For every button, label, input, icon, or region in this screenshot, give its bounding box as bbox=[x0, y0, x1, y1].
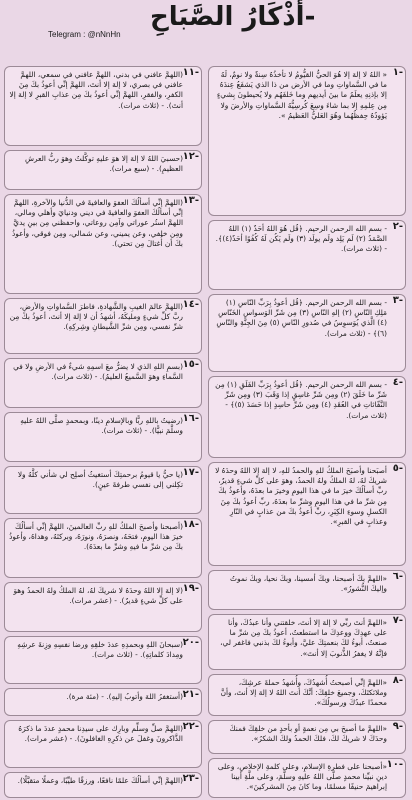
dhikr-card bbox=[208, 570, 406, 610]
dhikr-card bbox=[208, 720, 406, 754]
dhikr-card bbox=[4, 466, 202, 514]
dhikr-text: (بسمِ اللهِ الذي لا يضرُّ معَ اسمِهِ شيءٌ في الأرضِ ولا في السَّماءِ وهوَ السَّميعُ العليمُ). - (ثلاث مرات). bbox=[13, 362, 183, 382]
dhikr-number: ٣- bbox=[392, 295, 403, 306]
dhikr-text: (اللهمَّ عالمَ الغيبِ والشَّهادةِ، فاطرَ السَّماواتِ والأرضِ، ربَّ كلِّ شيءٍ ومليكَهُ، أشهدُ أن لا إلهَ إلا أنتَ، أعوذُ بكَ مِن شرِّ نفسي، ومِن شرِّ الشَّيطانِ وشِركِهِ). bbox=[9, 302, 183, 332]
dhikr-card bbox=[208, 614, 406, 670]
dhikr-number: ١٣- bbox=[182, 195, 199, 206]
dhikr-card bbox=[4, 582, 202, 632]
page-title: -أَذْكَارُ الصَّبَاحِ bbox=[150, 2, 316, 32]
dhikr-text: (اللهمَّ عافني في بدني، اللهمَّ عافني في سمعي، اللهمَّ عافني في بصري، لا إلهَ إلا أنتَ، اللهمَّ إنِّي أعوذُ بكَ مِنَ الكفرِ، والفقرِ، اللهمَّ إنِّي أعوذُ بكَ مِن عذابِ القبرِ لا إلهَ إلا أنتَ). - (ثلاث مرات). bbox=[9, 70, 183, 110]
dhikr-text: (لا إلهَ إلا اللهُ وحدَهُ لا شريكَ لهُ، لهُ الملكُ ولهُ الحمدُ وهوَ على كلِّ شيءٍ قديرٌ). - (عشر مرات). bbox=[13, 586, 183, 606]
dhikr-card bbox=[208, 462, 406, 566]
dhikr-card bbox=[4, 636, 202, 684]
dhikr-text: « اللهُ لا إلهَ إلا هُوَ الحيُّ القيُّومُ لا تأخذُهُ سِنةٌ ولا نومٌ، لَهُ ما في السَّماواتِ وما في الأرض من ذا الذي يَشفَعُ عِندَهُ إلا بإذنِهِ يعلَمُ ما بينَ أيديهم وما خَلفَهُم ولا يُحيطونَ بِشيءٍ مِن عِلمِهِ إلا بما شاءَ وسِعَ كُرسِيُّهُ السَّماواتِ والأرضَ ولا يَؤودُهُ حِفظُهُما وهُوَ العَليُّ العَظيمُ ». bbox=[216, 70, 387, 120]
dhikr-text: (رضيتُ باللهِ ربًّا وبالإسلامِ دينًا، وبمحمدٍ صلَّى اللهُ عليهِ وسلَّمَ نبيًّا). - (ثلاث مرات). bbox=[20, 416, 183, 436]
dhikr-text: (يا حيُّ يا قيومُ برحمتِكَ أستغيثُ أصلِح لي شأني كلَّهُ ولا تكِلني إلى نفسي طرفةَ عينٍ). bbox=[17, 470, 183, 490]
dhikr-number: ١٤- bbox=[182, 299, 199, 310]
dhikr-text: (أستغفرُ اللهَ وأتوبُ إليهِ). - (مئة مرة). bbox=[66, 692, 183, 701]
dhikr-number: ١١- bbox=[182, 67, 199, 78]
dhikr-card bbox=[4, 298, 202, 354]
dhikr-text: (سبحانَ اللهِ وبحمدِهِ عددَ خلقِهِ ورضا نفسِهِ وزِنةَ عرشِهِ ومِدادَ كلماتِهِ). - (ثلاث مرات). bbox=[17, 640, 183, 660]
dhikr-text: (اللهمَّ صلِّ وسلِّم وبارِك على سيدِنا محمدٍ عددَ ما ذكرَهُ الذَّاكرونَ وغفلَ عن ذكرِهِ الغافلونَ). - (عشر مرات). bbox=[18, 724, 183, 744]
dhikr-text: «أصبحنا على فطرةِ الإسلامِ، وعلى كلمةِ الإخلاصِ، وعلى دينِ نبيِّنا محمدٍ صلَّى اللهُ عليهِ وسلَّمَ، وعلى ملَّةِ أبينا إبراهيمَ حنيفًا مسلمًا، وما كانَ مِنَ المشركينَ». bbox=[217, 762, 387, 792]
dhikr-card bbox=[4, 688, 202, 716]
dhikr-number: ١٧- bbox=[182, 467, 199, 478]
dhikr-card bbox=[4, 66, 202, 146]
dhikr-number: ٦- bbox=[392, 571, 403, 582]
dhikr-number: ٩- bbox=[392, 721, 403, 732]
dhikr-number: ١٠- bbox=[386, 759, 403, 770]
dhikr-card bbox=[208, 674, 406, 716]
dhikr-number: ١٩- bbox=[182, 583, 199, 594]
dhikr-number: ٧- bbox=[392, 615, 403, 626]
dhikr-number: ٢٣- bbox=[182, 773, 199, 784]
dhikr-card bbox=[208, 294, 406, 372]
dhikr-text: - بسم الله الرحمن الرحيم. ﴿قُل أعوذُ بِرَبِّ النّاسِ (١) مَلِكِ النّاسِ (٢) إلهِ النّاسِ (٣) مِن شَرِّ الوَسواسِ الخَنّاسِ (٤) الَّذي يُوَسوِسُ في صُدورِ النّاسِ (٥) مِنَ الجِنَّةِ والنّاسِ (٦)﴾ - (ثلاث مرات). bbox=[216, 298, 387, 338]
dhikr-number: ١٦- bbox=[182, 413, 199, 424]
dhikr-text: - بسم الله الرحمن الرحيم. ﴿قُل أعوذُ بِرَبِّ الفَلَقِ (١) مِن شَرِّ ما خَلَقَ (٢) ومِن شَرِّ غاسِقٍ إذا وَقَبَ (٣) ومِن شَرِّ النَّفّاثاتِ في العُقَدِ (٤) ومِن شَرِّ حاسِدٍ إذا حَسَدَ (٥)﴾ - (ثلاث مرات). bbox=[215, 380, 387, 420]
dhikr-number: ٢٠- bbox=[182, 637, 199, 648]
dhikr-number: ١٨- bbox=[182, 519, 199, 530]
dhikr-text: «اللهمَّ إنِّي أصبحتُ أُشهدُكَ، وأُشهدُ حملةَ عرشِكَ، وملائكتَكَ، وجميعَ خلقِكَ: أنَّكَ أنتَ اللهُ لا إلهَ إلا أنتَ، وأنَّ محمدًا عبدُكَ ورسولُكَ». bbox=[220, 678, 387, 708]
dhikr-number: ٢١- bbox=[182, 689, 199, 700]
dhikr-number: ١٢- bbox=[182, 151, 199, 162]
dhikr-number: ٤- bbox=[392, 377, 403, 388]
dhikr-text: «اللهمَّ ما أصبحَ بي مِن نعمةٍ أو بأحدٍ من خلقِكَ فمنكَ وحدَكَ لا شريكَ لكَ، فلكَ الحمدُ ولكَ الشكرُ». bbox=[229, 724, 387, 744]
dhikr-card bbox=[208, 66, 406, 216]
dhikr-number: ٢- bbox=[392, 221, 403, 232]
dhikr-card bbox=[208, 376, 406, 458]
dhikr-number: ٨- bbox=[392, 675, 403, 686]
dhikr-text: (حسبيَ اللهُ لا إلهَ إلا هوَ عليهِ توكَّلتُ وهوَ ربُّ العرشِ العظيمِ). - (سبع مرات). bbox=[24, 154, 183, 174]
dhikr-number: ٢٢- bbox=[182, 721, 199, 732]
dhikr-card bbox=[4, 150, 202, 190]
dhikr-card bbox=[4, 194, 202, 294]
header bbox=[0, 0, 412, 38]
dhikr-card bbox=[4, 518, 202, 578]
dhikr-text: أصبَحنا وأصبَحَ الملكُ للهِ والحمدُ للهِ، لا إلهَ إلا اللهُ وحدَهُ لا شريكَ لهُ، لهُ الملكُ ولهُ الحمدُ، وهوَ على كلِّ شيءٍ قديرٌ، ربِّ أسألُكَ خيرَ ما في هذا اليومِ وخيرَ ما بعدَهُ، وأعوذُ بكَ مِن شرِّ ما في هذا اليومِ وشرِّ ما بعدَهُ، ربِّ أعوذُ بكَ مِنَ الكسلِ وسوءِ الكِبَرِ، ربِّ أعوذُ بكَ من عذابٍ في النّارِ وعذابٍ في القبرِ». bbox=[215, 466, 387, 527]
dhikr-card bbox=[4, 358, 202, 408]
dhikr-card bbox=[4, 720, 202, 768]
dhikr-card bbox=[208, 758, 406, 798]
telegram-handle: Telegram : @nNnHn bbox=[48, 30, 121, 39]
dhikr-text: (اللهمَّ إنِّي أسألُكَ علمًا نافعًا، ورزقًا طيِّبًا، وعملًا متقبَّلًا). bbox=[17, 776, 183, 785]
dhikr-number: ١٥- bbox=[182, 359, 199, 370]
dhikr-text: «اللهمَّ أنتَ ربِّي لا إلهَ إلا أنتَ، خلقتني وأنا عبدُكَ، وأنا على عهدِكَ ووعدِكَ ما استطعتُ، أعوذُ بكَ مِن شرِّ ما صنعتُ، أبوءُ لكَ بنعمتِكَ عليَّ، وأبوءُ لكَ بذنبي فاغفر لي، فإنَّهُ لا يغفرُ الذُّنوبَ إلا أنتَ». bbox=[220, 618, 387, 658]
dhikr-text: (اللهمَّ إنِّي أسألُكَ العفوَ والعافيةَ في الدُّنيا والآخرةِ، اللهمَّ إنِّي أسألُكَ العفوَ والعافيةَ في ديني ودنيايَ وأهلي ومالي، اللهمَّ استُر عوراتي وآمِن روعاتي، واحفظني مِن بينِ يديَّ ومِن خلفي، وعن يميني، وعن شمالي، ومِن فوقي، وأعوذُ بكَ أن أُغتالَ مِن تحتي). bbox=[11, 198, 183, 248]
dhikr-card bbox=[4, 772, 202, 798]
dhikr-number: ١- bbox=[392, 67, 403, 78]
dhikr-text: - بسم الله الرحمن الرحيم. ﴿قُل هُوَ اللهُ أحَدٌ (١) اللهُ الصَّمَدُ (٢) لَم يَلِد ولَم يولَد (٣) ولَم يَكُن لَهُ كُفُوًا أحَدٌ(٤)﴾. - (ثلاث مرات). bbox=[215, 224, 387, 254]
dhikr-card bbox=[4, 412, 202, 462]
dhikr-card bbox=[208, 220, 406, 290]
dhikr-number: ٥- bbox=[392, 463, 403, 474]
dhikr-text: «اللهمَّ بكَ أصبحنا، وبكَ أمسينا، وبكَ نحيا، وبكَ نموتُ وإليكَ النُّشورُ». bbox=[230, 574, 387, 594]
dhikr-text: (أصبحنا وأصبحَ الملكُ للهِ ربِّ العالمينَ، اللهمَّ إنِّي أسألُكَ خيرَ هذا اليومِ، فتحَهُ، ونصرَهُ، ونورَهُ، وبركتَهُ، وهداهُ، وأعوذُ بكَ مِن شرِّ ما فيهِ وشرِّ ما بعدَهُ). bbox=[9, 522, 183, 552]
